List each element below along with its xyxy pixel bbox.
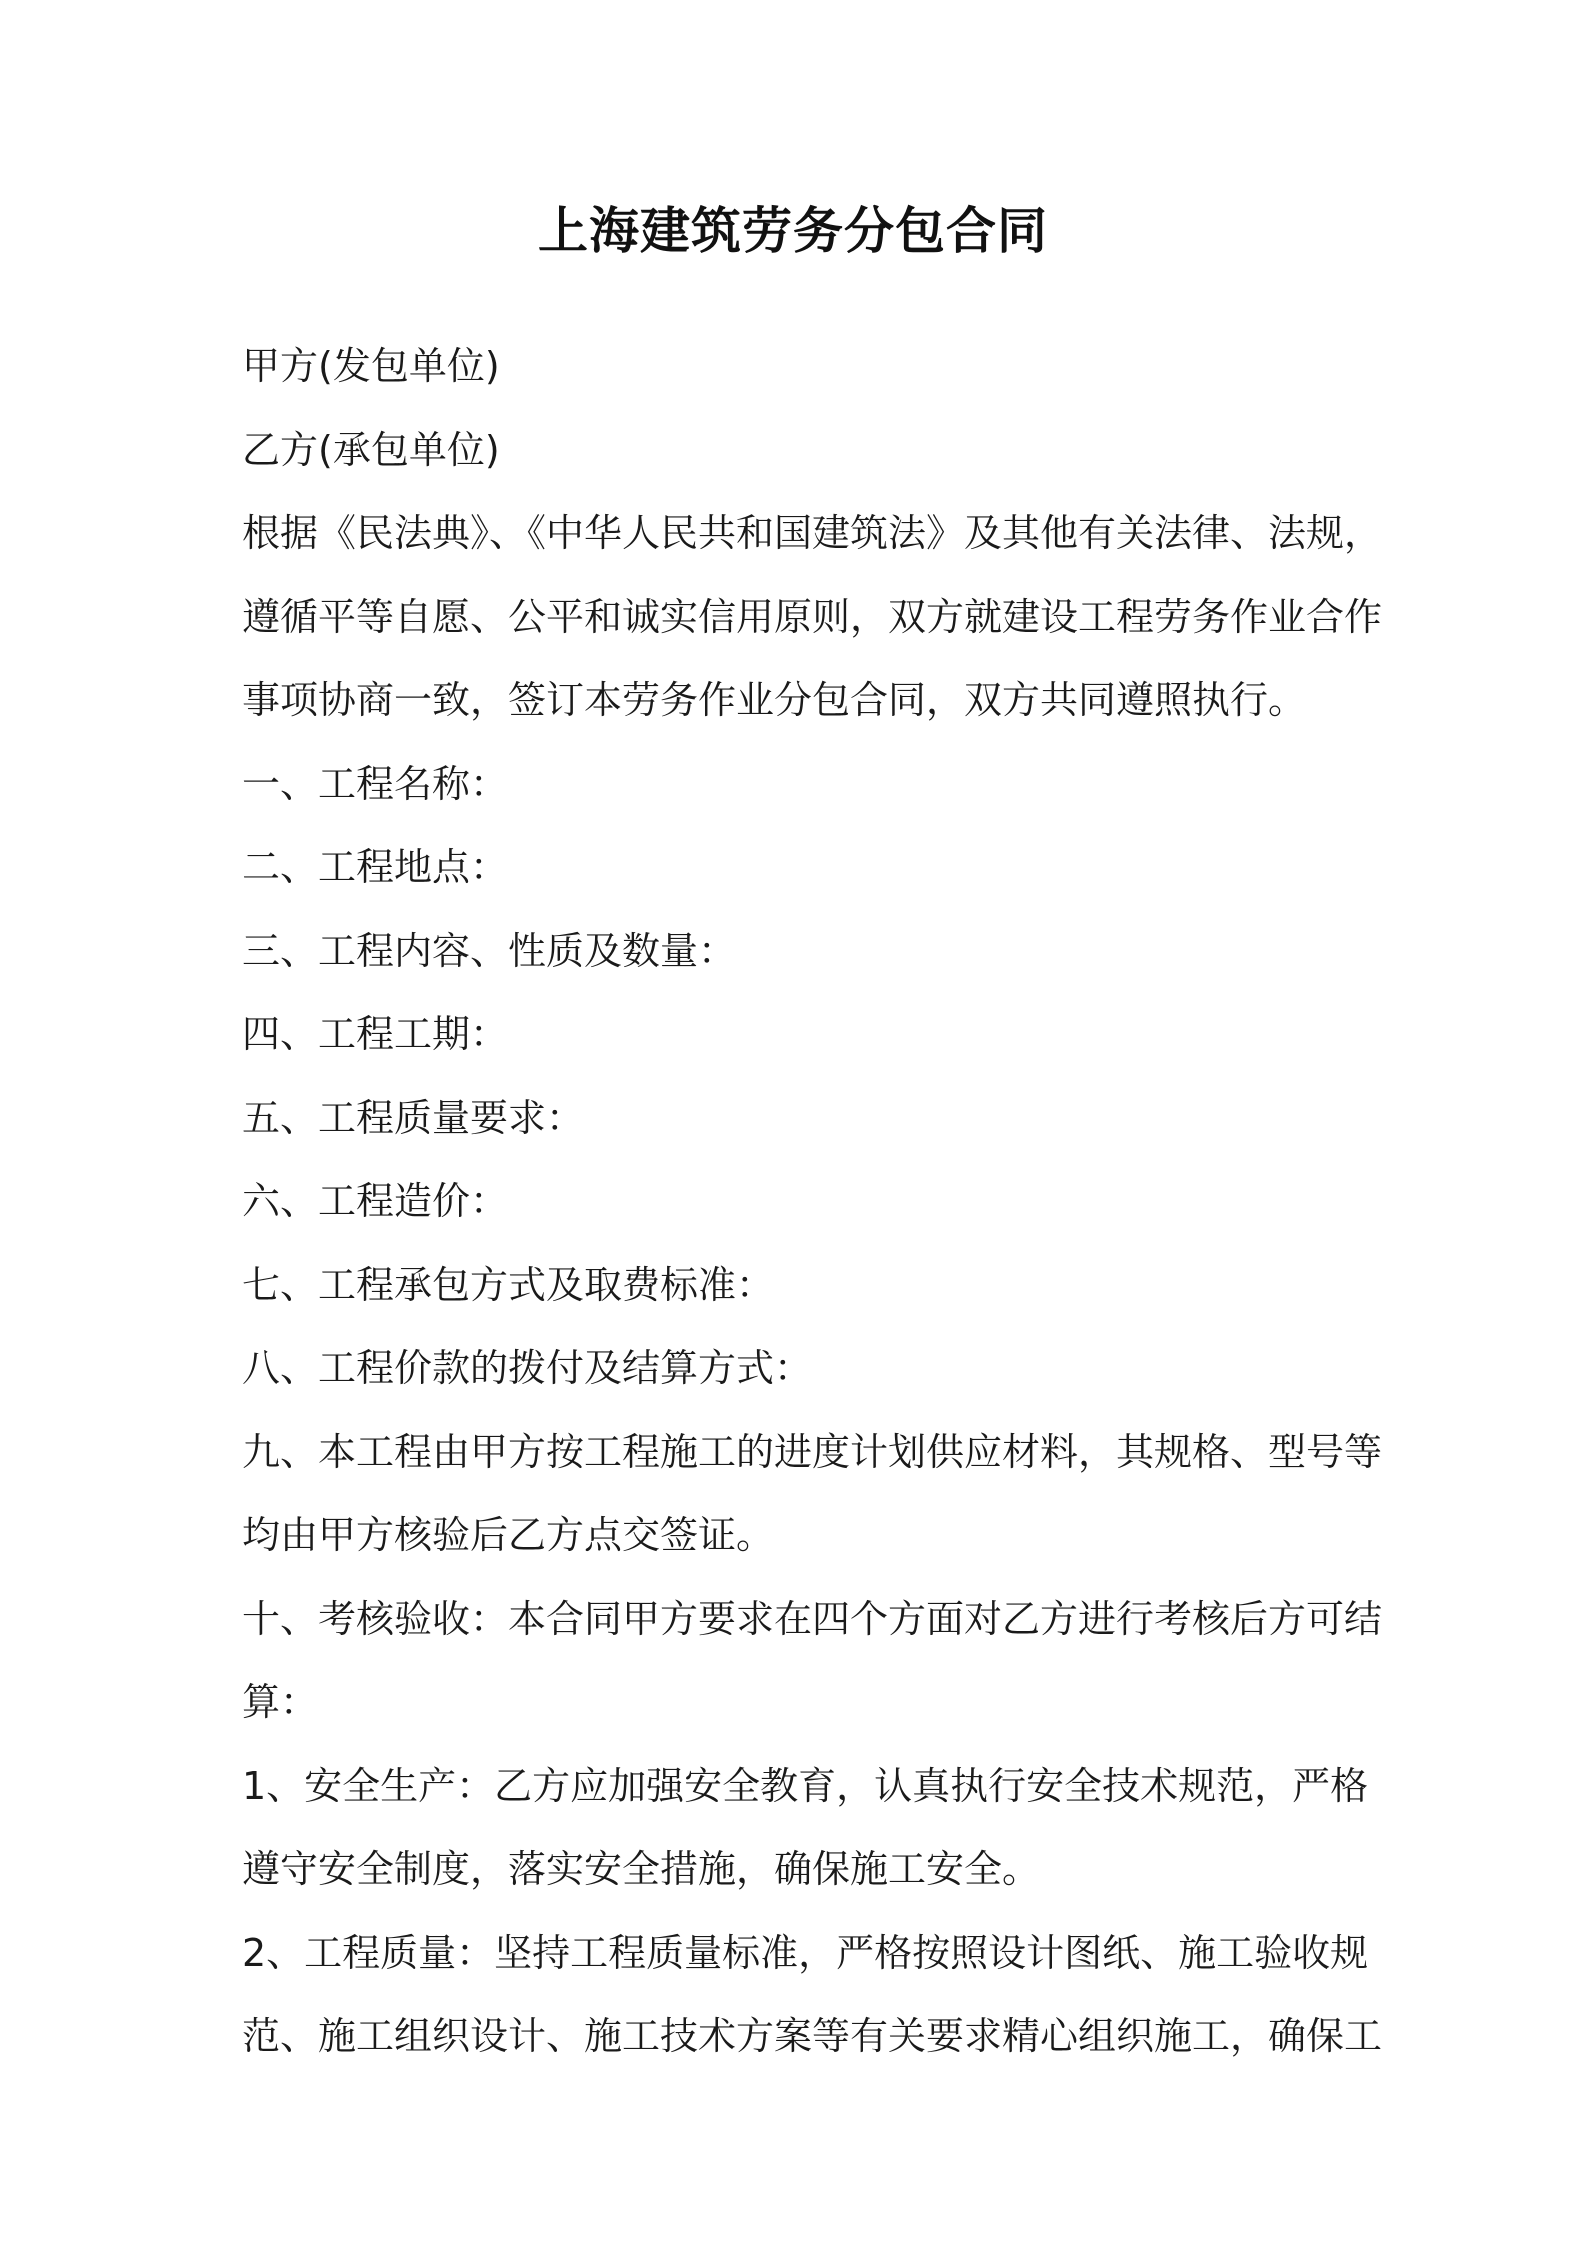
clause-line: 四、工程工期：	[242, 1012, 509, 1056]
clause-line: 九、本工程由甲方按工程施工的进度计划供应材料，其规格、型号等	[242, 1429, 1383, 1474]
clause-line: 三、工程内容、性质及数量：	[242, 928, 737, 973]
sub-clause-line: 范、施工组织设计、施工技术方案等有关要求精心组织施工，确保工	[242, 2014, 1383, 2058]
clause-line: 均由甲方核验后乙方点交签证。	[242, 1513, 775, 1557]
clause-line: 八、工程价款的拨付及结算方式：	[242, 1346, 813, 1390]
document-title: 上海建筑劳务分包合同	[538, 202, 1048, 260]
clause-line: 六、工程造价：	[242, 1179, 509, 1223]
clause-line: 七、工程承包方式及取费标准：	[242, 1262, 775, 1307]
sub-clause-line: 遵守安全制度，落实安全措施，确保施工安全。	[242, 1847, 1041, 1891]
sub-clause-line: 2、工程质量：坚持工程质量标准，严格按照设计图纸、施工验收规	[242, 1930, 1369, 1975]
preamble-line: 事项协商一致，签订本劳务作业分包合同，双方共同遵照执行。	[242, 678, 1307, 722]
clause-line: 五、工程质量要求：	[242, 1095, 585, 1140]
clause-line: 十、考核验收：本合同甲方要求在四个方面对乙方进行考核后方可结	[242, 1596, 1383, 1641]
clause-line: 一、工程名称：	[242, 761, 509, 806]
party-b-line: 乙方(承包单位)	[242, 427, 500, 472]
preamble-line: 遵循平等自愿、公平和诚实信用原则，双方就建设工程劳务作业合作	[242, 594, 1383, 639]
clause-line: 二、工程地点：	[242, 845, 509, 889]
clause-line: 算：	[242, 1680, 319, 1724]
party-a-line: 甲方(发包单位)	[242, 344, 500, 388]
document-body	[242, 325, 1383, 2079]
sub-clause-line: 1、安全生产：乙方应加强安全教育，认真执行安全技术规范，严格	[242, 1763, 1369, 1808]
preamble-line: 根据《民法典》、《中华人民共和国建筑法》及其他有关法律、法规，	[242, 511, 1383, 555]
